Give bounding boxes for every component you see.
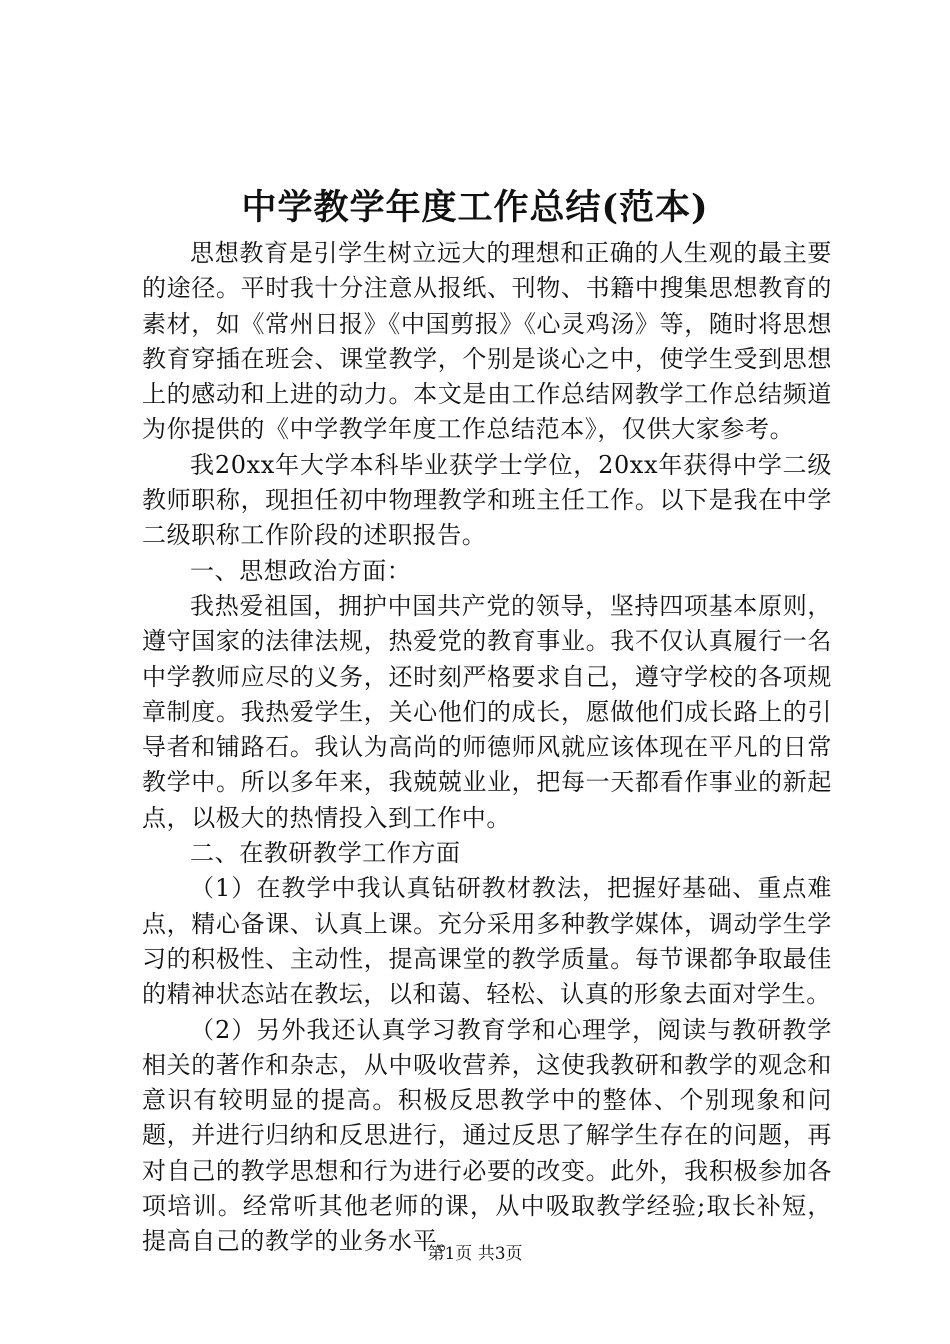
section-heading-teaching: 二、在教研教学工作方面 xyxy=(190,839,461,868)
document-body xyxy=(142,236,832,1260)
paragraph-intro: 思想教育是引学生树立远大的理想和正确的人生观的最主要的途径。平时我十分注意从报纸、刊物、书籍中搜集思想教育的素材，如《常州日报》《中国剪报》《心灵鸡汤》等，随时将思想教育穿插在班会、课堂教学，个别是谈心之中，使学生受到思想上的感动和上进的动力。本文是由工作总结网教学工作总结频道为你提供的《中学教学年度工作总结范本》，仅供大家参考。 xyxy=(142,239,832,444)
page-number-footer: 第1页 共3页 xyxy=(427,1244,523,1264)
document-title: 中学教学年度工作总结(范本) xyxy=(241,187,709,228)
paragraph-teaching-1: （1）在教学中我认真钻研教材教法，把握好基础、重点难点，精心备课、认真上课。充分采用多种教学媒体，调动学生学习的积极性、主动性，提高课堂的教学质量。每节课都争取最佳的精神状态站在教坛，以和蔼、轻松、认真的形象去面对学生。 xyxy=(142,874,832,1009)
paragraph-teaching-2: （2）另外我还认真学习教育学和心理学，阅读与教研教学相关的著作和杂志，从中吸收营养，这使我教研和教学的观念和意识有较明显的提高。积极反思教学中的整体、个别现象和问题，并进行归纳和反思进行，通过反思了解学生存在的问题，再对自己的教学思想和行为进行必要的改变。此外，我积极参加各项培训。经常听其他老师的课，从中吸取教学经验;取长补短，提高自己的教学的业务水平。 xyxy=(142,1015,832,1256)
section-heading-politics: 一、思想政治方面： xyxy=(190,556,412,585)
paragraph-politics: 我热爱祖国，拥护中国共产党的领导，坚持四项基本原则，遵守国家的法律法规，热爱党的教育事业。我不仅认真履行一名中学教师应尽的义务，还时刻严格要求自己，遵守学校的各项规章制度。我热爱学生，关心他们的成长，愿做他们成长路上的引导者和铺路石。我认为高尚的师德师风就应该体现在平凡的日常教学中。所以多年来，我兢兢业业，把每一天都看作事业的新起点，以极大的热情投入到工作中。 xyxy=(142,591,832,832)
paragraph-background: 我20xx年大学本科毕业获学士学位，20xx年获得中学二级教师职称，现担任初中物理教学和班主任工作。以下是我在中学二级职称工作阶段的述职报告。 xyxy=(142,450,832,550)
